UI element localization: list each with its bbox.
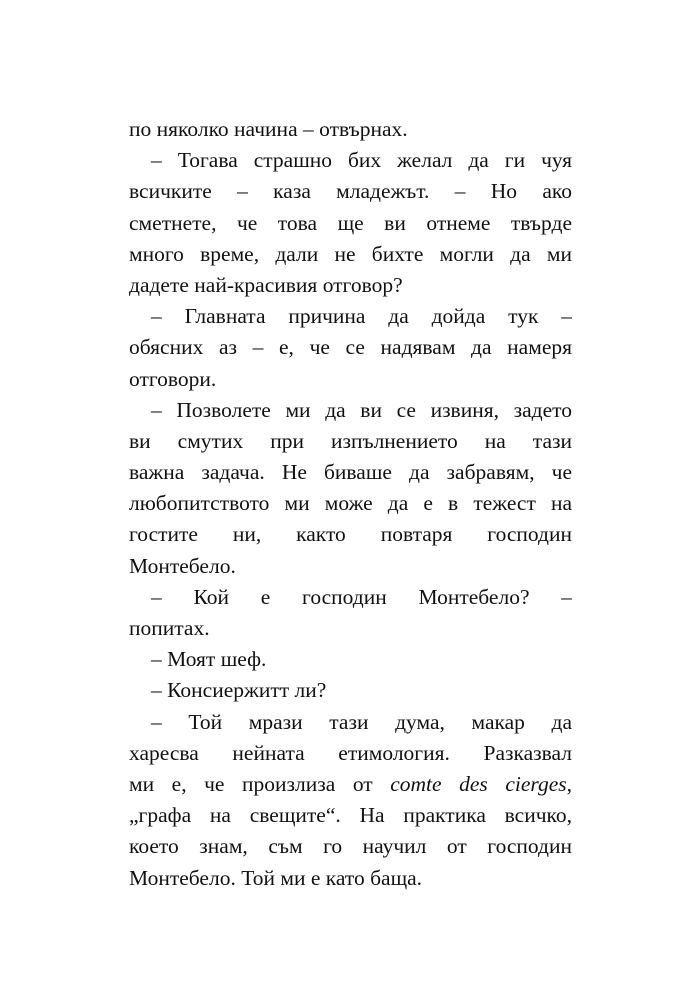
text-line: Монтебело. [129,553,236,578]
text-line: много време, дали не бихте могли да ми [129,241,572,266]
text-line: – Кой е господин Монтебело? – [151,584,572,609]
text-line: любопитството ми може да е в тежест на [129,491,572,516]
text-line: гостите ни, както повтаря господин [129,522,572,547]
text-line: което знам, съм го научил от господин [129,834,572,859]
text-line: – Позволете ми да ви се извиня, задето [151,397,572,422]
text-line: „графа на свещите“. На практика всичко, [129,803,572,828]
text-line: по няколко начина – отвърнах. [129,117,408,141]
text-line: – Той мрази тази дума, макар да [151,709,572,734]
text-line: дадете най-красивия отговор? [129,272,403,297]
text-segment: , [566,771,572,796]
text-line: – Тогава страшно бих желал да ги чуя [151,148,572,173]
text-line: – Консиержитт ли? [151,678,327,703]
page-text [129,114,572,894]
text-line: попитах. [129,616,210,640]
text-line: – Моят шеф. [151,647,267,672]
text-segment: ми е, че произлиза от [129,771,391,796]
italic-phrase: comte des cierges [390,771,567,796]
text-line: ви смутих при изпълнението на тази [129,428,572,453]
text-line: всичките – каза младежът. – Но ако [129,179,572,204]
text-line: обясних аз – е, че се надявам да намеря [129,335,572,360]
text-line: – Главната причина да дойда тук – [151,304,572,329]
text-line [129,769,572,800]
text-line: важна задача. Не биваше да забравям, че [129,460,572,485]
text-line: сметнете, че това ще ви отнеме твърде [129,210,572,235]
text-line: харесва нейната етимология. Разказвал [129,740,572,765]
text-line: Монтебело. Той ми е като баща. [129,865,423,890]
text-line: отговори. [129,366,217,391]
